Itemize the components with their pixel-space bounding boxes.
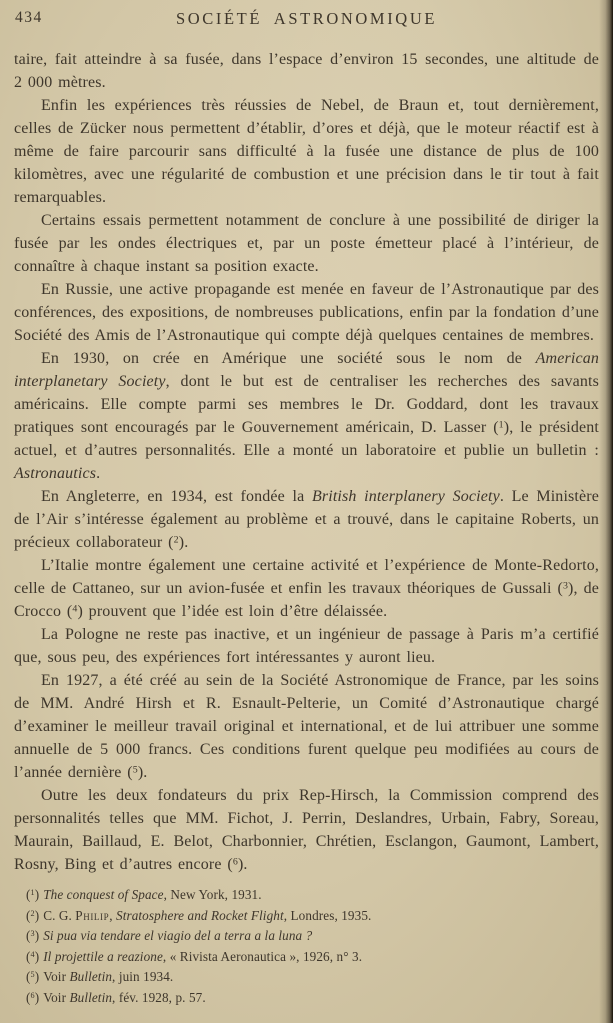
paragraph: [14, 209, 599, 278]
text-run: ).: [237, 856, 248, 873]
text-run: . Le Ministère de l’Air s’intéresse également au problème et a trouvé, dans le capitaine Roberts, un précieux collaborateur (: [14, 488, 599, 551]
text-run: ) prouvent que l’idée est loin d’être délaissée.: [77, 603, 388, 620]
sup-text: 1: [498, 419, 504, 431]
italic-text: British interplanery Society: [311, 488, 500, 505]
paragraph: [14, 485, 599, 554]
footnote-marker: ($^4$): [26, 948, 40, 964]
footnote-marker: ($^1$): [26, 887, 40, 902]
footnote: [14, 926, 599, 947]
text-run: Voir: [43, 989, 70, 1005]
text-run: , New York, 1931.: [163, 887, 262, 902]
text-run: Voir: [43, 969, 70, 984]
text-run: ), le président actuel, et d’autres personnalités. Elle a monté un laboratoire et publie un bulletin :: [14, 419, 599, 459]
text-run: En Russie, une active propagande est menée en faveur de l’Astronautique par des conférences, des expositions, de nombreuses publications, enfin par la fondation d’une Société des Amis de l’Astronautique qui compte déjà quelques centaines de membres.: [14, 281, 599, 344]
italic-text: Bulletin: [69, 969, 113, 984]
sup-text: 2: [173, 534, 179, 546]
paragraph: [14, 48, 599, 94]
text-run: taire, fait atteindre à sa fusée, dans l’espace d’environ 15 secondes, une altitude de 2 000 mètres.: [14, 51, 599, 91]
italic-text: Il projettile a reazione: [43, 948, 163, 964]
text-run: ).: [178, 534, 189, 551]
running-title: SOCIÉTÉ ASTRONOMIQUE: [175, 9, 438, 28]
italic-text: Bulletin: [69, 989, 113, 1005]
paragraph: [14, 278, 599, 347]
italic-text: American interplanetary Society: [14, 350, 599, 390]
footnote-marker: ($^6$): [26, 989, 40, 1005]
text-run: , dont le but est de centraliser les recherches des savants américains. Elle compte parmi ses membres le Dr. Goddard, dont les travaux pratiques sont encouragés par le Gouvernement américain, D. Lasser (: [14, 373, 599, 436]
text-run: C. G.: [43, 907, 76, 923]
text-run: L’Italie montre également une certaine activité et l’expérience de Monte-Redorto, celle de Cattaneo, sur un avion-fusée et enfin les travaux théoriques de Gussali (: [14, 557, 599, 597]
footnote: [14, 988, 599, 1009]
page-body: [14, 48, 599, 876]
footnote: [14, 906, 599, 927]
text-run: ), de Crocco (: [14, 580, 599, 620]
sup-text: 4: [72, 603, 78, 615]
paragraph: [14, 347, 599, 485]
footnote: [14, 967, 599, 988]
smallcaps-text: Philip: [75, 907, 110, 923]
footnote-marker: ($^5$): [26, 969, 40, 984]
footnote: [14, 947, 599, 968]
footnote-marker: ($^2$): [26, 907, 40, 923]
text-run: .: [96, 465, 101, 482]
page-number: 434: [15, 9, 43, 26]
paragraph: [14, 669, 599, 784]
page-edge-shadow-icon: [599, 0, 613, 1023]
text-run: En 1927, a été créé au sein de la Société Astronomique de France, par les soins de MM. André Hirsh et R. Esnault-Pelterie, un Comité d’Astronautique chargé d’examiner le meilleur travail original et international, et de lui attribuer une somme annuelle de 5 000 francs. Ces conditions furent quelque peu modifiées au cours de l’année dernière (: [14, 672, 599, 781]
footnote-marker: ($^3$): [26, 928, 40, 943]
sup-text: 5: [132, 764, 138, 776]
text-run: Enfin les expériences très réussies de Nebel, de Braun et, tout dernièrement, celles de Zücker nous permettent d’établir, d’ores et déjà, que le moteur réactif est à même de faire parcourir sans difficulté à la fusée une distance de plus de 100 kilomètres, avec une régularité de combustion et une précision dans le tir tout à fait remarquables.: [14, 97, 599, 206]
paragraph: [14, 784, 599, 876]
italic-text: The conquest of Space: [43, 887, 164, 902]
sup-text: 3: [562, 580, 569, 592]
footnote: [14, 885, 599, 906]
text-run: , Londres, 1935.: [283, 907, 372, 923]
italic-text: Si pua via tendare el viagio del a terra a la luna ?: [43, 928, 313, 943]
italic-text: Stratosphere and Rocket Flight: [116, 907, 284, 923]
text-run: , fév. 1928, p. 57.: [112, 989, 206, 1005]
page-header: [0, 0, 613, 35]
footnotes: [14, 885, 599, 1008]
text-run: La Pologne ne reste pas inactive, et un ingénieur de passage à Paris m’a certifié que, sous peu, des expériences fort intéressantes y auront lieu.: [14, 626, 599, 666]
text-run: En Angleterre, en 1934, est fondée la: [41, 488, 312, 505]
sup-text: 6: [232, 856, 238, 868]
text-run: ).: [137, 764, 148, 781]
text-run: Outre les deux fondateurs du prix Rep-Hirsch, la Commission comprend des personnalités telles que MM. Fichot, J. Perrin, Deslandres, Urbain, Fabry, Soreau, Maurain, Baillaud, E. Belot, Charbonnier, Chrétien, Esclangon, Gaumont, Lambert, Rosny, Bing et d’autres encore (: [14, 787, 599, 873]
text-run: ,: [109, 907, 117, 923]
paragraph: [14, 554, 599, 623]
italic-text: Astronautics: [14, 465, 97, 482]
text-run: , « Rivista Aeronautica », 1926, n° 3.: [162, 948, 363, 964]
text-run: En 1930, on crée en Amérique une société sous le nom de: [41, 350, 536, 367]
paragraph: [14, 623, 599, 669]
text-run: Certains essais permettent notamment de conclure à une possibilité de diriger la fusée par les ondes électriques et, par un poste émetteur placé à l’intérieur, de connaître à chaque instant sa position exacte.: [14, 212, 599, 275]
paragraph: [14, 94, 599, 209]
text-run: , juin 1934.: [112, 969, 174, 984]
